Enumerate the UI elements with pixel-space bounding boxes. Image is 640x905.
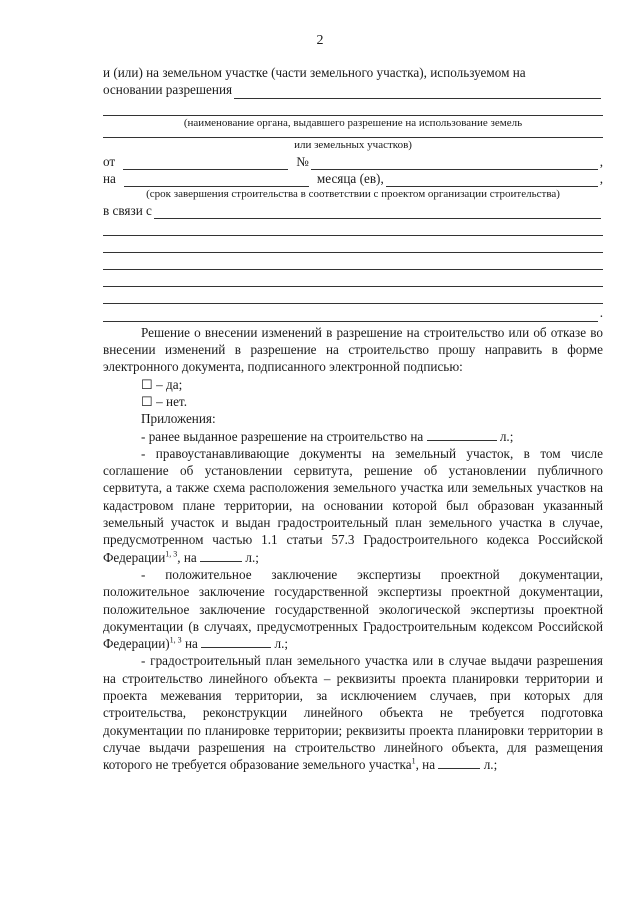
authority-field-2[interactable] [103,131,603,138]
authority-caption-2: или земельных участков) [294,138,412,151]
option-yes[interactable] [103,376,603,393]
attachment-1-suffix: л.; [499,428,514,444]
attachment-2-pages-field[interactable] [200,549,242,562]
months-label: месяца (ев), [316,170,384,186]
reason-line-2[interactable] [103,219,603,236]
attachment-2 [103,445,603,566]
date-field[interactable] [123,157,288,170]
intro-text: и (или) на земельном участке (части земельного участка), используемом на [103,65,526,80]
page-number: 2 [316,33,324,48]
attachment-4-footnote: 1 [411,756,416,766]
authority-field[interactable] [103,99,603,116]
attachment-2-footnote: 1, 3 [165,549,178,559]
attachment-4-text: - градостроительный план земельного участка или в случае выдачи разрешения на строительство линейного объекта – реквизиты проекта планировки территории и проекта межевания территории, за исключением случаев, при которых для строительства, реконструкции линейного объекта не требуется подготовка документации по планировке территории; реквизиты проекта планировки территории в случае выдачи разрешения на строительство линейного объекта, для размещения которого не требуется образование земельного участка [103,653,603,773]
attachment-3-text: - положительное заключение экспертизы проектной документации, положительное заключение государственной экспертизы проектной документации, положительное заключение государственной экологической экспертизы проектной документации (в случаях, предусмотренных Градостроительным кодексом Российской Федерации) [103,566,603,652]
intro-line-1 [103,64,603,81]
attachment-3 [103,566,603,652]
option-yes-label: – да; [156,376,183,392]
reason-line-5[interactable] [103,270,603,287]
reason-line [103,202,603,219]
for-label: на [103,170,116,186]
reason-line-3[interactable] [103,236,603,253]
attachment-4-pages-field[interactable] [438,756,480,769]
attachment-3-pages-field[interactable] [201,635,271,648]
document-body [103,64,603,774]
option-no-label: – нет. [156,393,187,409]
attachment-4 [103,652,603,773]
months-field[interactable] [124,174,309,187]
attachment-2-suffix: л.; [245,549,259,565]
date-number-line: от № , [103,153,603,169]
attachment-2-mid: , на [177,549,197,565]
attachment-3-suffix: л.; [274,636,289,652]
basis-label: основании разрешения [103,82,233,98]
reason-line-6[interactable] [103,287,603,304]
intro-line-2 [103,81,603,98]
checkbox-icon[interactable]: ☐ [141,393,153,409]
attachments-title: Приложения: [141,411,216,427]
attachment-1 [103,428,603,445]
request-paragraph: Решение о внесении изменений в разрешение на строительство или об отказе во внесении изменений в разрешение на строительство прошу направить в форме электронного документа, подписанного электронной подписью: [103,324,603,375]
reason-field-last[interactable] [103,309,598,322]
due-to-label: в связи с [103,203,152,219]
reason-line-4[interactable] [103,253,603,270]
term-field[interactable] [386,174,598,187]
attachment-3-mid: на [181,636,198,652]
attachment-1-text: - ранее выданное разрешение на строительство на [141,428,424,444]
attachment-4-suffix: л.; [483,757,498,773]
reason-field[interactable] [154,206,601,219]
reason-line-7 [103,304,603,321]
attachment-4-mid: , на [415,757,436,773]
attachment-2-text: - правоустанавливающие документы на земельный участок, в том числе соглашение об установлении сервитута, решение об установлении публичного сервитута, а также схема расположения земельного участка или земельных участков на кадастровом плане территории, на основании которой был образован указанный земельный участок и выдан градостроительный план земельного участка в случае, предусмотренном частью 1.1 статьи 57.3 Градостроительного кодекса Российской Федерации [103,445,603,565]
from-label: от [103,153,116,169]
authority-caption-1: (наименование органа, выдавшего разрешение на использование земель [183,116,523,129]
end-period: . [599,305,603,321]
attachment-1-pages-field[interactable] [427,428,497,441]
number-field[interactable] [311,157,598,170]
permit-basis-field[interactable] [234,86,601,99]
number-label: № [296,153,309,169]
term-line: на месяца (ев), , [103,170,603,186]
attachment-3-footnote: 1, 3 [169,635,182,645]
term-caption: (срок завершения строительства в соответствии с проектом организации строительства) [146,188,560,201]
checkbox-icon[interactable]: ☐ [141,376,153,392]
option-no[interactable] [103,393,603,410]
